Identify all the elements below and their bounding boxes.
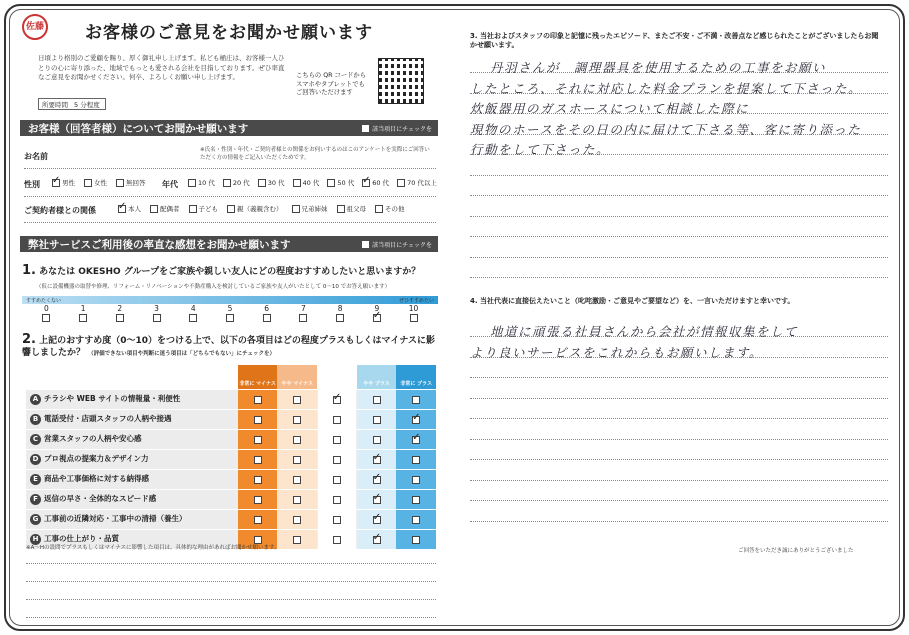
handwritten-line: 地道に頑張る社員さんから会社が情報収集をして: [490, 324, 799, 339]
gender-option[interactable]: [84, 178, 107, 187]
rating-checkbox[interactable]: [373, 476, 381, 484]
scale-option[interactable]: [110, 304, 130, 322]
time-value: 5 分程度: [74, 100, 100, 109]
qr-code-icon[interactable]: [378, 58, 424, 104]
row-letter-badge: B: [30, 414, 41, 425]
relation-option[interactable]: [227, 204, 283, 213]
rating-checkbox[interactable]: [254, 496, 262, 504]
rating-row-label: [26, 489, 238, 509]
scale-number: 5: [227, 304, 233, 313]
scale-option[interactable]: [36, 304, 56, 322]
rating-checkbox[interactable]: [412, 516, 420, 524]
relation-option-label: 親（義親含む）: [237, 205, 283, 213]
relation-option[interactable]: [337, 204, 367, 213]
ruled-line: [470, 277, 888, 278]
handwritten-line: より良いサービスをこれからもお願いします。: [470, 344, 764, 360]
rating-checkbox[interactable]: [254, 396, 262, 404]
rating-column-header: やや プラス: [357, 365, 397, 389]
gender-option[interactable]: [52, 178, 75, 187]
page-title: お客様のご意見をお聞かせ願います: [85, 23, 373, 43]
scale-number: 2: [117, 304, 123, 313]
ruled-line: [470, 521, 888, 522]
gender-checkbox[interactable]: [52, 179, 60, 187]
gender-option[interactable]: [116, 178, 146, 187]
scale-option[interactable]: [330, 304, 350, 322]
rating-row-text: プロ視点の提案力＆デザイン力: [44, 454, 149, 463]
age-option-label: 40 代: [302, 179, 320, 187]
gender-label: 性別: [24, 180, 40, 189]
ruled-line: [470, 175, 888, 176]
age-checkbox[interactable]: [327, 179, 335, 187]
age-option[interactable]: [362, 178, 389, 187]
rating-checkbox[interactable]: [293, 436, 301, 444]
age-option[interactable]: [397, 178, 437, 187]
age-option[interactable]: [258, 178, 285, 187]
rating-row-label: [26, 389, 238, 409]
relation-checkbox[interactable]: [227, 205, 235, 213]
gender-option-label: 女性: [94, 179, 107, 187]
age-option-label: 60 代: [372, 179, 390, 187]
row-letter-badge: G: [30, 514, 41, 525]
rating-column-header: やや マイナス: [277, 365, 317, 389]
rating-row: [26, 489, 436, 509]
rating-row-text: 返信の早さ・全体的なスピード感: [44, 494, 157, 503]
scale-number: 7: [301, 304, 306, 313]
scale-option[interactable]: [73, 304, 93, 322]
age-option-label: 50 代: [337, 179, 355, 187]
ruled-line: [470, 257, 888, 258]
stamp-seal: 佐藤: [22, 14, 48, 40]
scale-checkbox[interactable]: [42, 314, 50, 322]
row-letter-badge: D: [30, 454, 41, 465]
gender-checkbox[interactable]: [84, 179, 92, 187]
scale-checkbox[interactable]: [189, 314, 197, 322]
name-note: ※氏名・性別・年代・ご契約者様との関係をお伺いするのはこのアンケートを実際にご回答いただく方の情報をご記入いただくためです。: [200, 147, 430, 161]
rating-checkbox[interactable]: [333, 516, 341, 524]
rating-checkbox[interactable]: [373, 516, 381, 524]
age-checkbox[interactable]: [397, 179, 405, 187]
scale-option[interactable]: [293, 304, 313, 322]
rating-row: [26, 509, 436, 529]
row-letter-badge: F: [30, 494, 41, 505]
rating-row-text: チラシや WEB サイトの情報量・利便性: [44, 394, 181, 403]
age-checkbox[interactable]: [362, 179, 370, 187]
scale-checkbox[interactable]: [116, 314, 124, 322]
row-letter-badge: E: [30, 474, 41, 485]
age-option-label: 30 代: [267, 179, 285, 187]
rating-row-label: [26, 469, 238, 489]
rating-row: [26, 429, 436, 449]
scale-checkbox[interactable]: [153, 314, 161, 322]
rating-row-text: 工事の仕上がり・品質: [44, 534, 119, 543]
relation-label: ご契約者様との関係: [24, 206, 96, 215]
rating-checkbox[interactable]: [333, 496, 341, 504]
ruled-line: [470, 500, 888, 501]
q3-title: 3. 当社およびスタッフの印象と記憶に残ったエピソード、またご不安・ご不満・改善点など感じられたことがございましたらお聞かせ願います。: [470, 32, 879, 49]
divider: [24, 168, 436, 169]
scale-option[interactable]: [147, 304, 167, 322]
scale-checkbox[interactable]: [79, 314, 87, 322]
ruled-line: [470, 480, 888, 481]
rating-checkbox[interactable]: [373, 416, 381, 424]
handwritten-line: 丹羽さんが 調理器具を使用するための工事をお願い: [490, 60, 827, 75]
q2-title: 2. 上記のおすすめ度（0～10）をつける上で、以下の各項目はどの程度プラスもしくはマイナスに影響しましたか？ （評価できない項目や判断に迷う項目は「どちらでもない」にチェックを）: [22, 332, 436, 358]
section2-title: 弊社サービスご利用後の率直な感想をお聞かせ願います: [28, 238, 291, 251]
name-label: お名前: [24, 152, 48, 161]
relation-checkbox[interactable]: [189, 205, 197, 213]
divider: [24, 222, 436, 223]
relation-checkbox[interactable]: [375, 205, 383, 213]
rating-checkbox[interactable]: [293, 456, 301, 464]
intro-text: 日頃より格別のご愛顧を賜り、厚く御礼申し上げます。私ども桶庄は、お客様一人ひとりの心に寄り添った、地域でもっとも愛される会社を目指しております。ぜひ率直なご意見をお聞かせください。何卒、よろしくお願い申し上げます。: [38, 54, 285, 81]
rating-checkbox[interactable]: [412, 496, 420, 504]
q4-title: 4. 当社代表に直接伝えたいこと（叱咤激励・ご意見やご要望など）を、一言いただけますと幸いです。: [470, 297, 795, 305]
scale-number: 3: [154, 304, 159, 313]
handwritten-line: 行動をして下さった。: [470, 142, 611, 157]
rating-row: [26, 389, 436, 409]
scale-number: 6: [264, 304, 270, 313]
rating-row-text: 工事前の近隣対応・工事中の清掃（養生）: [44, 514, 187, 523]
ruled-line: [470, 459, 888, 460]
ruled-line: [470, 398, 888, 399]
relation-option-label: 祖父母: [346, 205, 366, 213]
q1-title: 1. あなたは OKESHO グループをご家族や親しい友人にどの程度おすすめしたいと思いますか？: [22, 263, 421, 278]
rating-checkbox[interactable]: [333, 416, 341, 424]
scale-number: 8: [337, 304, 343, 313]
relation-option[interactable]: [118, 204, 141, 213]
scale-checkbox[interactable]: [299, 314, 307, 322]
scale-checkbox[interactable]: [226, 314, 234, 322]
relation-option[interactable]: [150, 204, 180, 213]
section2-header: [20, 236, 438, 252]
section1-header: [20, 120, 438, 136]
time-box: [38, 98, 106, 110]
age-option[interactable]: [188, 178, 215, 187]
rating-checkbox[interactable]: [373, 396, 381, 404]
scale-option[interactable]: [257, 304, 277, 322]
relation-option-label: 本人: [128, 205, 141, 213]
rating-row-label: [26, 509, 238, 529]
rating-table: [26, 365, 436, 550]
row-letter-badge: C: [30, 434, 41, 445]
age-option[interactable]: [293, 178, 320, 187]
relation-checkbox[interactable]: [150, 205, 158, 213]
relation-checkbox[interactable]: [292, 205, 300, 213]
relation-option[interactable]: [189, 204, 219, 213]
rating-checkbox[interactable]: [293, 416, 301, 424]
scale-number: 0: [43, 304, 49, 313]
rating-checkbox[interactable]: [373, 496, 381, 504]
rating-column-header: 非常に マイナス: [238, 365, 278, 389]
rating-checkbox[interactable]: [333, 476, 341, 484]
relation-option-label: その他: [385, 205, 405, 213]
age-option-label: 70 代以上: [407, 179, 437, 187]
rating-row: [26, 409, 436, 429]
rating-checkbox[interactable]: [412, 416, 420, 424]
check-icon: [362, 241, 369, 248]
recommend-scale: [22, 296, 438, 328]
rating-row-label: [26, 449, 238, 469]
handwritten-line: 炊飯器用のガスホースについて相談した際に: [470, 101, 750, 116]
age-options: [188, 178, 437, 187]
relation-option[interactable]: [375, 204, 405, 213]
relation-option-label: 兄弟姉妹: [301, 205, 328, 213]
q2-footnote: ※A～Hの設問でプラスもしくはマイナスに影響した項目は、具体的な理由があればお聞かせ願います。: [26, 545, 280, 551]
time-label: 所要時間: [42, 100, 68, 109]
rating-row-label: [26, 429, 238, 449]
rating-checkbox[interactable]: [254, 476, 262, 484]
relation-checkbox[interactable]: [337, 205, 345, 213]
gender-option-label: 無回答: [126, 179, 146, 187]
scale-option[interactable]: [404, 304, 424, 322]
rating-checkbox[interactable]: [373, 456, 381, 464]
age-checkbox[interactable]: [258, 179, 266, 187]
relation-checkbox[interactable]: [118, 205, 126, 213]
age-option[interactable]: [327, 178, 354, 187]
ruled-line: [470, 377, 888, 378]
check-note: 該当項目にチェックを: [362, 124, 432, 133]
ruled-line: [470, 236, 888, 237]
row-letter-badge: A: [30, 394, 41, 405]
scale-number: 1: [80, 304, 86, 313]
rating-checkbox[interactable]: [254, 456, 262, 464]
rating-row-text: 電話受付・店頭スタッフの人柄や接遇: [44, 414, 172, 423]
rating-checkbox[interactable]: [293, 396, 301, 404]
thanks-text: ご回答をいただき誠にありがとうございました: [738, 548, 854, 554]
scale-checkbox[interactable]: [373, 314, 381, 322]
handwritten-line: したところ、それに対応した料金プランを提案して下さった。: [470, 80, 863, 96]
relation-option[interactable]: [292, 204, 328, 213]
gender-checkbox[interactable]: [116, 179, 124, 187]
scale-number: 9: [374, 304, 380, 313]
rating-checkbox[interactable]: [293, 516, 301, 524]
ruled-line: [470, 418, 888, 419]
rating-checkbox[interactable]: [293, 496, 301, 504]
scale-numbers: [22, 304, 438, 322]
q1-sub: （仮に設備機器の取替や修理、リフォーム・リノベーションや不動産購入を検討しているご家族や友人がいたとして 0～10 でお答え願います）: [36, 284, 391, 290]
rating-checkbox[interactable]: [412, 456, 420, 464]
age-label: 年代: [162, 180, 178, 189]
ruled-line: [470, 439, 888, 440]
rating-column-header: 非常に プラス: [396, 365, 436, 389]
age-option[interactable]: [223, 178, 250, 187]
scale-header: すすめたくない ぜひすすめたい: [22, 296, 438, 304]
gender-option-label: 男性: [62, 179, 75, 187]
rating-row: [26, 469, 436, 489]
age-checkbox[interactable]: [223, 179, 231, 187]
check-note: 該当項目にチェックを: [362, 240, 432, 249]
divider: [24, 196, 436, 197]
rating-checkbox[interactable]: [333, 456, 341, 464]
scale-number: 10: [408, 304, 419, 313]
rating-checkbox[interactable]: [412, 396, 420, 404]
rating-checkbox[interactable]: [373, 436, 381, 444]
relation-options: [118, 204, 405, 213]
rating-row-text: 商品や工事価格に対する納得感: [44, 474, 149, 483]
relation-option-label: 配偶者: [160, 205, 180, 213]
handwritten-line: 現物のホースをその日の内に届けて下さる等、客に寄り添った: [470, 121, 862, 137]
scale-checkbox[interactable]: [263, 314, 271, 322]
age-checkbox[interactable]: [188, 179, 196, 187]
ruled-line: [470, 195, 888, 196]
rating-checkbox[interactable]: [254, 416, 262, 424]
scale-checkbox[interactable]: [410, 314, 418, 322]
rating-checkbox[interactable]: [412, 476, 420, 484]
rating-row: [26, 449, 436, 469]
section1-title: お客様（回答者様）についてお聞かせ願います: [28, 122, 249, 135]
age-option-label: 20 代: [232, 179, 250, 187]
qr-text: こちらの QR コードから スマホやタブレットでも ご回答いただけます: [296, 72, 367, 96]
scale-option[interactable]: [220, 304, 240, 322]
rating-checkbox[interactable]: [412, 436, 420, 444]
rating-checkbox[interactable]: [333, 436, 341, 444]
gender-options: [52, 178, 146, 187]
relation-option-label: 子ども: [198, 205, 218, 213]
row-letter-badge: H: [30, 534, 41, 545]
scale-option[interactable]: [183, 304, 203, 322]
rating-checkbox[interactable]: [293, 476, 301, 484]
age-checkbox[interactable]: [293, 179, 301, 187]
check-icon: [362, 125, 369, 132]
scale-checkbox[interactable]: [336, 314, 344, 322]
rating-checkbox[interactable]: [333, 396, 341, 404]
rating-row-label: [26, 409, 238, 429]
rating-checkbox[interactable]: [254, 436, 262, 444]
rating-checkbox[interactable]: [254, 516, 262, 524]
age-option-label: 10 代: [198, 179, 215, 187]
rating-column-header: どちら でもない: [317, 365, 357, 389]
rating-row-text: 営業スタッフの人柄や安心感: [44, 434, 142, 443]
ruled-line: [470, 216, 888, 217]
scale-number: 4: [190, 304, 196, 313]
scale-option[interactable]: [367, 304, 387, 322]
